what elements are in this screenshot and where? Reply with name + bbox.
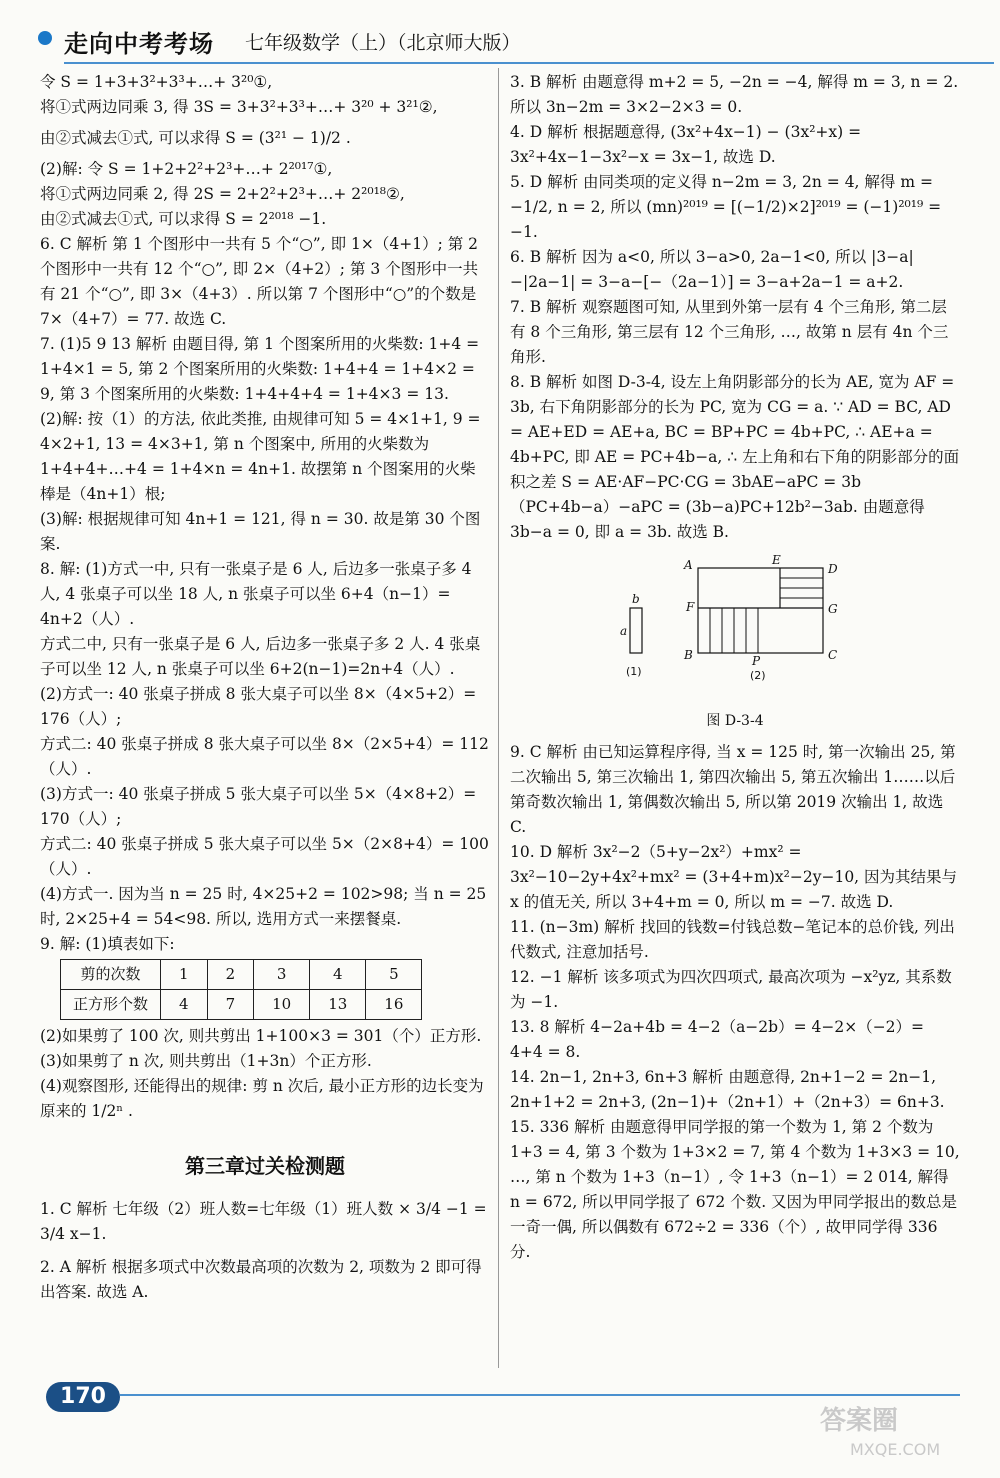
answer-line: (2)解: 令 S = 1+2+2²+2³+…+ 2²⁰¹⁷①, (40, 160, 333, 178)
table-row (61, 990, 422, 1020)
answer-item-8: 8. 解: (1)方式一中, 只有一张桌子是 6 人, 后边多一张桌子多 4 人, 4 张桌子可以坐 18 人, n 张桌子可以坐 6+4（n−1）= 4n+2（人）. (40, 560, 472, 628)
answer-item-7: 7. B 解析 观察题图可知, 从里到外第一层有 4 个三角形, 第二层有 8 个三角形, 第三层有 12 个三角形, …, 故第 n 层有 4n 个三角形. (510, 298, 949, 366)
answer-item-6: 6. B 解析 因为 a<0, 所以 3−a>0, 2a−1<0, 所以 |3−a|−|2a−1| = 3−a−[−（2a−1）] = 3−a+2a−1 = a+2. (510, 248, 914, 291)
table-cell: 7 (207, 990, 254, 1020)
label-C: C (828, 648, 838, 662)
figure-caption: 图 D-3-4 (706, 713, 764, 729)
figure-d-3-4 (620, 553, 860, 703)
label-P: P (752, 654, 761, 668)
label-F: F (686, 600, 695, 614)
table-cell: 1 (161, 960, 208, 990)
answer-line: (2)解: 按（1）的方法, 依此类推, 由规律可知 5 = 4×1+1, 9 = 4×2+1, 13 = 4×3+1, 第 n 个图案中, 所用的火柴数为 1+4+4+…+4 = 1+4×n = 4n+1. 故摆第 n 个图案用的火柴棒是（4n+1）根; (40, 410, 481, 503)
footer-rule (120, 1394, 960, 1396)
answer-item-9: 9. 解: (1)填表如下: (40, 935, 175, 953)
answer-line: 方式二: 40 张桌子拼成 8 张大桌子可以坐 8×（2×5+4）= 112（人）. (40, 735, 489, 778)
label-A: A (684, 558, 693, 572)
table-header-cell: 剪的次数 (61, 960, 161, 990)
answer-line: 由②式减去①式, 可以求得 S = 2²⁰¹⁸ −1. (40, 210, 327, 228)
answer-line: 将①式两边同乘 2, 得 2S = 2+2²+2³+…+ 2²⁰¹⁸②, (40, 185, 405, 203)
small-rect (630, 608, 642, 653)
answer-item-6: 6. C 解析 第 1 个图形中一共有 5 个“○”, 即 1×（4+1）; 第 2 个图形中一共有 12 个“○”, 即 2×（4+2）; 第 3 个图形中一共有 21 个“○”, 即 3×（4+3）. 所以第 7 个图形中“○”的个数是 7×（4+7）= 77. 故选 C. (40, 235, 479, 328)
label-B: B (684, 648, 693, 662)
answer-item-4: 4. D 解析 根据题意得, (3x²+4x−1) − (3x²+x) = 3x²+4x−1−3x²−x = 3x−1, 故选 D. (510, 123, 862, 166)
label-a: a (620, 624, 628, 638)
answer-item-12: 12. −1 解析 该多项式为四次四项式, 最高次项为 −x²yz, 其系数为 −1. (510, 968, 952, 1011)
answer-line: (3)解: 根据规律可知 4n+1 = 121, 得 n = 30. 故是第 30 个图案. (40, 510, 481, 553)
watermark-logo: 答案圈 (820, 1406, 899, 1436)
table-cell: 3 (254, 960, 310, 990)
answer-line: 由②式减去①式, 可以求得 S = (3²¹ − 1)/2 . (40, 129, 351, 147)
answer-item-3: 3. B 解析 由题意得 m+2 = 5, −2n = −4, 解得 m = 3, n = 2. 所以 3n−2m = 3×2−2×3 = 0. (510, 73, 959, 116)
page-number: 170 (46, 1382, 120, 1412)
answer-line: (3)如果剪了 n 次, 则共剪出（1+3n）个正方形. (40, 1052, 372, 1070)
answer-item-14: 14. 2n−1, 2n+3, 6n+3 解析 由题意得, 2n+1−2 = 2n−1, 2n+1+2 = 2n+3, (2n−1)+（2n+1）+（2n+3）= 6n+3. (510, 1068, 945, 1111)
answer-line: (2)方式一: 40 张桌子拼成 8 张大桌子可以坐 8×（4×5+2）= 176（人）; (40, 685, 477, 728)
answer-line: (4)观察图形, 还能得出的规律: 剪 n 次后, 最小正方形的边长变为原来的 1/2ⁿ . (40, 1077, 484, 1120)
label-D: D (828, 562, 838, 576)
answer-item-7: 7. (1)5 9 13 解析 由题目得, 第 1 个图案所用的火柴数: 1+4 = 1+4×1 = 5, 第 2 个图案所用的火柴数: 1+4+4 = 1+4×2 = 9, 第 3 个图案所用的火柴数: 1+4+4+4 = 1+4×3 = 13. (40, 335, 480, 403)
bullet-icon (38, 31, 52, 45)
rectangle-diagram (620, 553, 860, 703)
table-header-cell: 正方形个数 (61, 990, 161, 1020)
book-title: 走向中考考场 (64, 29, 214, 58)
right-column (510, 70, 960, 1265)
answer-item-8: 8. B 解析 如图 D-3-4, 设左上角阴影部分的长为 AE, 宽为 AF = 3b, 右下角阴影部分的长为 PC, 宽为 CG = a. ∵ AD = BC, AD = AE+ED = AE+a, BC = BP+PC = 4b+PC, ∴ AE+a = 4b+PC, 即 AE = PC+4b−a, ∴ 左上角和右下角的阴影部分的面积之差 S = AE·AF−PC·CG = 3bAE−aPC = 3b（PC+4b−a）−aPC = (3b−a)PC+12b²−3ab. 由题意得 3b−a = 0, 即 a = 3b. 故选 B. (510, 373, 960, 541)
answer-item-13: 13. 8 解析 4−2a+4b = 4−2（a−2b）= 4−2×（−2）= 4+4 = 8. (510, 1018, 925, 1061)
answer-line: 将①式两边同乘 3, 得 3S = 3+3²+3³+…+ 3²⁰ + 3²¹②, (40, 98, 438, 116)
table-row (61, 960, 422, 990)
answer-item-15: 15. 336 解析 由题意得甲同学报的第一个数为 1, 第 2 个数为 1+3 = 4, 第 3 个数为 1+3×2 = 7, 第 4 个数为 1+3×3 = 10, …, 第 n 个数为 1+3（n−1）, 令 1+3（n−1）= 2 014, 解得 n = 672, 所以甲同学报了 672 个数. 又因为甲同学报出的数总是一奇一偶, 所以偶数有 672÷2 = 336（个）, 故甲同学得 336 分. (510, 1118, 960, 1261)
table-cell: 5 (366, 960, 422, 990)
answer-item-1: 1. C 解析 七年级（2）班人数=七年级（1）班人数 × 3/4 −1 = 3/4 x−1. (40, 1200, 487, 1243)
table-cell: 2 (207, 960, 254, 990)
cuts-table (60, 959, 422, 1020)
column-divider (498, 68, 499, 1368)
label-b: b (632, 592, 640, 606)
table-cell: 4 (310, 960, 366, 990)
answer-item-10: 10. D 解析 3x²−2（5+y−2x²）+mx² = 3x²−10−2y+4x²+mx² = (3+4+m)x²−2y−10, 因为其结果与 x 的值无关, 所以 3+4+m = 0, 所以 m = −7. 故选 D. (510, 843, 958, 911)
table-cell: 10 (254, 990, 310, 1020)
answer-line: (2)如果剪了 100 次, 则共剪出 1+100×3 = 301（个）正方形. (40, 1027, 482, 1045)
label-fig-2: (2) (750, 669, 766, 682)
answer-line: 方式二: 40 张桌子拼成 5 张大桌子可以坐 5×（2×8+4）= 100（人）. (40, 835, 489, 878)
answer-line: (4)方式一. 因为当 n = 25 时, 4×25+2 = 102>98; 当 n = 25 时, 2×25+4 = 54<98. 所以, 选用方式一来摆餐桌. (40, 885, 487, 928)
book-subtitle: 七年级数学（上）（北京师大版） (245, 32, 521, 54)
answer-line: 方式二中, 只有一张桌子是 6 人, 后边多一张桌子多 2 人. 4 张桌子可以坐 12 人, n 张桌子可以坐 6+2(n−1)=2n+4（人）. (40, 635, 481, 678)
label-G: G (828, 602, 838, 616)
answer-item-11: 11. (n−3m) 解析 找回的钱数=付钱总数−笔记本的总价钱, 列出代数式, 注意加括号. (510, 918, 955, 961)
table-cell: 13 (310, 990, 366, 1020)
answer-item-5: 5. D 解析 由同类项的定义得 n−2m = 3, 2n = 4, 解得 m = −1/2, n = 2, 所以 (mn)²⁰¹⁹ = [(−1/2)×2]²⁰¹⁹ = (−1)²⁰¹⁹ = −1. (510, 173, 942, 241)
left-column (40, 70, 490, 1305)
table-cell: 4 (161, 990, 208, 1020)
label-fig-1: (1) (626, 665, 642, 678)
page-header (30, 18, 970, 62)
label-E: E (772, 553, 781, 567)
watermark-url: MXQE.COM (850, 1440, 941, 1459)
answer-item-9: 9. C 解析 由已知运算程序得, 当 x = 125 时, 第一次输出 25, 第二次输出 5, 第三次输出 1, 第四次输出 5, 第五次输出 1……以后第奇数次输出 1, 第偶数次输出 5, 所以第 2019 次输出 1, 故选 C. (510, 743, 956, 836)
answer-line: (3)方式一: 40 张桌子拼成 5 张大桌子可以坐 5×（4×8+2）= 170（人）; (40, 785, 477, 828)
header-rule (64, 62, 994, 64)
section-title: 第三章过关检测题 (185, 1154, 345, 1178)
big-rect (698, 568, 823, 653)
answer-line: 令 S = 1+3+3²+3³+…+ 3²⁰①, (40, 73, 273, 91)
answer-item-2: 2. A 解析 根据多项式中次数最高项的次数为 2, 项数为 2 即可得出答案. 故选 A. (40, 1258, 482, 1301)
table-cell: 16 (366, 990, 422, 1020)
